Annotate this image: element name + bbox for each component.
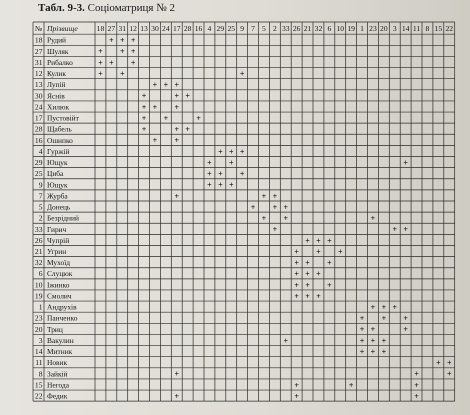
column-number: 28 — [183, 24, 192, 34]
choice-mark: + — [305, 269, 310, 279]
row-name: Ошипко — [47, 135, 73, 145]
choice-mark: + — [337, 247, 343, 257]
row-number: 9 — [38, 180, 43, 190]
row-name: Іжинко — [47, 280, 70, 290]
choice-mark: + — [218, 169, 223, 179]
row-name: Кулик — [47, 69, 66, 79]
row-name: Негода — [47, 380, 69, 390]
row-number: 29 — [34, 158, 43, 168]
column-number: 22 — [445, 24, 454, 34]
choice-mark: + — [327, 236, 332, 246]
choice-mark: + — [305, 291, 310, 301]
row-name: Журба — [47, 191, 68, 201]
row-name: Мухоїд — [47, 258, 71, 268]
choice-mark: + — [370, 303, 376, 312]
row-number: 32 — [34, 258, 43, 268]
choice-mark: + — [207, 158, 212, 168]
choice-mark: + — [316, 247, 321, 257]
choice-mark: + — [163, 113, 169, 123]
choice-mark: + — [130, 36, 136, 46]
choice-mark: + — [174, 369, 180, 379]
column-number: 30 — [151, 24, 159, 34]
choice-mark: + — [239, 147, 245, 157]
row-name: Рудий — [47, 35, 67, 45]
choice-mark: + — [218, 147, 223, 157]
choice-mark: + — [174, 80, 180, 90]
choice-mark: + — [261, 214, 267, 224]
choice-mark: + — [381, 303, 387, 312]
choice-mark: + — [370, 214, 376, 224]
choice-mark: + — [174, 91, 180, 101]
choice-mark: + — [305, 258, 310, 268]
column-number: 32 — [314, 24, 323, 34]
row-name: Ющук — [47, 180, 68, 190]
choice-mark: + — [174, 191, 180, 201]
row-number: 30 — [34, 91, 43, 101]
choice-mark: + — [359, 325, 365, 335]
choice-mark: + — [174, 125, 180, 135]
row-name: Федик — [47, 391, 68, 401]
choice-mark: + — [403, 314, 408, 324]
choice-mark: + — [414, 369, 419, 379]
choice-mark: + — [196, 113, 201, 123]
row-name: Вакулин — [47, 335, 74, 345]
choice-mark: + — [381, 336, 387, 346]
row-number: 15 — [34, 380, 43, 390]
row-number: 7 — [38, 191, 43, 201]
column-number: 7 — [251, 24, 255, 34]
choice-mark: + — [294, 269, 299, 279]
row-number: 11 — [35, 358, 43, 368]
row-number: 12 — [34, 69, 43, 79]
row-number: 2 — [38, 213, 43, 223]
column-number: 24 — [162, 24, 170, 34]
row-name: Рибалко — [47, 57, 73, 67]
choice-mark: + — [316, 269, 321, 279]
row-number: 4 — [38, 146, 43, 156]
choice-mark: + — [436, 358, 441, 368]
choice-mark: + — [272, 191, 278, 201]
choice-mark: + — [272, 202, 278, 212]
choice-mark: + — [414, 391, 419, 401]
header-name: Прізвище — [47, 24, 78, 34]
row-name: Слуцюк — [47, 269, 73, 279]
choice-mark: + — [359, 314, 365, 324]
choice-mark: + — [98, 47, 103, 57]
choice-mark: + — [130, 58, 136, 68]
choice-mark: + — [130, 47, 136, 57]
row-number: 17 — [34, 113, 43, 123]
row-name: Циба — [47, 169, 64, 179]
choice-mark: + — [119, 36, 125, 46]
choice-mark: + — [316, 291, 321, 301]
row-name: Лупій — [47, 80, 66, 90]
choice-mark: + — [294, 291, 299, 301]
row-number: 3 — [38, 335, 43, 345]
row-number: 31 — [34, 57, 43, 67]
row-number: 20 — [34, 324, 43, 334]
choice-mark: + — [141, 113, 147, 123]
choice-mark: + — [294, 280, 299, 290]
choice-mark: + — [119, 69, 125, 79]
row-name: Щабель — [47, 124, 72, 134]
column-number: 13 — [140, 24, 148, 34]
column-number: 15 — [434, 24, 443, 34]
choice-mark: + — [228, 180, 234, 190]
column-number: 1 — [360, 24, 364, 34]
choice-mark: + — [98, 58, 103, 68]
choice-mark: + — [207, 180, 212, 190]
row-number: 21 — [34, 247, 43, 256]
column-number: 2 — [272, 24, 277, 34]
column-number: 21 — [303, 24, 312, 34]
row-number: 8 — [38, 369, 43, 379]
choice-mark: + — [370, 325, 376, 335]
row-number: 25 — [34, 169, 43, 179]
row-name: Триц — [47, 324, 63, 334]
column-number: 27 — [107, 24, 116, 34]
row-number: 18 — [34, 35, 43, 45]
choice-mark: + — [414, 380, 419, 390]
column-number: 29 — [216, 24, 225, 34]
column-number: 20 — [380, 24, 388, 34]
choice-mark: + — [446, 358, 452, 368]
row-name: Ющук — [47, 158, 68, 168]
row-name: Угрин — [47, 247, 67, 256]
row-name: Безрідний — [47, 213, 79, 223]
choice-mark: + — [185, 91, 190, 101]
choice-mark: + — [403, 158, 408, 168]
choice-mark: + — [119, 47, 125, 57]
choice-mark: + — [294, 247, 299, 257]
choice-mark: + — [327, 258, 332, 268]
choice-mark: + — [392, 225, 398, 235]
column-number: 17 — [172, 24, 181, 34]
choice-mark: + — [109, 58, 114, 68]
choice-mark: + — [250, 202, 256, 212]
row-number: 33 — [34, 224, 43, 234]
choice-mark: + — [370, 336, 376, 346]
choice-mark: + — [174, 102, 180, 112]
row-name: Гуржій — [47, 146, 70, 156]
choice-mark: + — [261, 191, 267, 201]
choice-mark: + — [305, 280, 310, 290]
choice-mark: + — [327, 280, 332, 290]
column-number: 3 — [392, 24, 397, 34]
row-name: Зайкій — [47, 369, 68, 379]
choice-mark: + — [152, 102, 158, 112]
column-number: 12 — [129, 24, 137, 34]
choice-mark: + — [392, 303, 398, 312]
choice-mark: + — [305, 236, 310, 246]
column-number: 31 — [118, 24, 127, 34]
choice-mark: + — [316, 236, 321, 246]
row-name: Новик — [47, 358, 68, 368]
choice-mark: + — [446, 369, 452, 379]
row-number: 1 — [38, 302, 43, 312]
column-number: 25 — [227, 24, 236, 34]
header-number: № — [34, 24, 43, 34]
row-number: 26 — [34, 235, 43, 245]
choice-mark: + — [141, 102, 147, 112]
choice-mark: + — [294, 258, 299, 268]
column-number: 18 — [96, 24, 105, 34]
choice-mark: + — [283, 214, 289, 224]
column-number: 23 — [369, 24, 377, 34]
row-number: 24 — [34, 102, 43, 112]
row-number: 16 — [34, 135, 43, 145]
row-number: 13 — [34, 80, 43, 90]
row-name: Шуляк — [47, 46, 69, 56]
choice-mark: + — [381, 314, 387, 324]
choice-mark: + — [207, 169, 212, 179]
choice-mark: + — [98, 69, 103, 79]
choice-mark: + — [218, 180, 223, 190]
column-number: 19 — [347, 24, 355, 34]
choice-mark: + — [152, 80, 158, 90]
table-label: Табл. 9-3. — [38, 2, 85, 14]
row-number: 22 — [34, 391, 43, 401]
choice-mark: + — [174, 391, 180, 401]
choice-mark: + — [185, 125, 190, 135]
choice-mark: + — [348, 380, 354, 390]
choice-mark: + — [239, 169, 245, 179]
column-number: 5 — [262, 24, 266, 34]
row-name: Андрухів — [47, 302, 77, 312]
column-number: 26 — [292, 24, 301, 34]
choice-mark: + — [359, 347, 365, 357]
row-number: 5 — [38, 202, 43, 212]
row-number: 10 — [34, 280, 43, 290]
choice-mark: + — [381, 347, 387, 357]
column-number: 11 — [412, 24, 421, 34]
column-number: 4 — [207, 24, 212, 34]
row-number: 19 — [34, 291, 43, 301]
row-number: 28 — [34, 124, 43, 134]
choice-mark: + — [163, 80, 169, 90]
choice-mark: + — [370, 347, 376, 357]
choice-mark: + — [152, 136, 158, 146]
row-name: Пустовійт — [47, 113, 79, 123]
column-number: 33 — [281, 24, 290, 34]
choice-mark: + — [294, 391, 299, 401]
column-number: 10 — [336, 24, 345, 34]
column-number: 6 — [327, 24, 332, 34]
choice-mark: + — [272, 225, 278, 235]
choice-mark: + — [403, 325, 408, 335]
choice-mark: + — [283, 202, 289, 212]
row-number: 23 — [34, 313, 43, 323]
choice-mark: + — [283, 336, 289, 346]
row-name: Панченко — [47, 313, 78, 323]
choice-mark: + — [359, 336, 365, 346]
choice-mark: + — [239, 69, 245, 79]
choice-mark: + — [141, 125, 147, 135]
row-name: Чупрій — [47, 235, 70, 245]
choice-mark: + — [294, 380, 299, 390]
column-number: 16 — [194, 24, 203, 34]
row-name: Митник — [47, 347, 73, 357]
column-number: 8 — [425, 24, 430, 34]
choice-mark: + — [228, 147, 234, 157]
row-number: 14 — [34, 347, 43, 357]
row-name: Хилюк — [47, 102, 70, 112]
row-number: 27 — [34, 46, 43, 56]
choice-mark: + — [228, 158, 234, 168]
column-number: 14 — [401, 24, 410, 34]
row-name: Донець — [47, 202, 71, 212]
choice-mark: + — [403, 225, 408, 235]
choice-mark: + — [109, 36, 114, 46]
choice-mark: + — [141, 91, 147, 101]
row-name: Гирич — [47, 224, 67, 234]
row-number: 6 — [38, 269, 43, 279]
column-number: 9 — [240, 24, 245, 34]
table-title-text: Соціоматриця № 2 — [87, 2, 175, 14]
row-name: Смолич — [47, 291, 72, 301]
choice-mark: + — [174, 136, 180, 146]
row-name: Яснів — [47, 91, 65, 101]
